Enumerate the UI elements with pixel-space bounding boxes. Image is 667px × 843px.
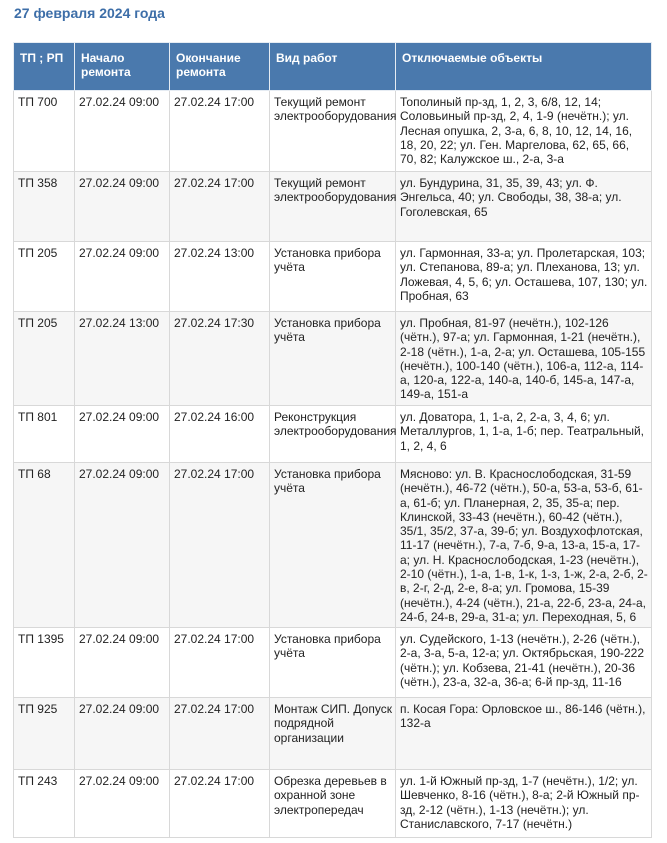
substation-cell: ТП 925 [14,698,75,770]
work-type-cell: Реконструкция электрооборудования [270,406,396,463]
substation-cell: ТП 700 [14,91,75,172]
work-type-cell: Установка прибора учёта [270,463,396,628]
column-header-end: Окончание ремонта [170,43,270,91]
work-type-cell: Текущий ремонт электрооборудования [270,172,396,242]
table-row [14,628,652,698]
work-type-cell: Установка прибора учёта [270,242,396,312]
substation-cell: ТП 358 [14,172,75,242]
column-header-objects: Отключаемые объекты [396,43,652,91]
start-time-cell: 27.02.24 09:00 [75,698,170,770]
start-time-cell: 27.02.24 09:00 [75,463,170,628]
work-type-cell: Текущий ремонт электрооборудования [270,91,396,172]
table-row [14,463,652,628]
end-time-cell: 27.02.24 17:00 [170,91,270,172]
end-time-cell: 27.02.24 13:00 [170,242,270,312]
start-time-cell: 27.02.24 09:00 [75,628,170,698]
substation-cell: ТП 801 [14,406,75,463]
table-row [14,242,652,312]
table-header [14,43,652,91]
table-row [14,91,652,172]
table-row [14,172,652,242]
objects-cell: ул. Доватора, 1, 1-а, 2, 2-а, 3, 4, 6; ул. Металлургов, 1, 1-а, 1-б; пер. Театральный, 1, 2, 4, 6 [396,406,652,463]
objects-cell: ул. 1-й Южный пр-зд, 1-7 (нечётн.), 1/2; ул. Шевченко, 8-16 (чётн.), 8-а; 2-й Южный пр-зд, 2-12 (чётн.), 1-13 (нечётн.); ул. Станиславского, 7-17 (нечётн.) [396,770,652,838]
start-time-cell: 27.02.24 09:00 [75,242,170,312]
table-row [14,770,652,838]
substation-cell: ТП 243 [14,770,75,838]
end-time-cell: 27.02.24 17:00 [170,628,270,698]
start-time-cell: 27.02.24 13:00 [75,312,170,406]
end-time-cell: 27.02.24 17:00 [170,698,270,770]
objects-cell: ул. Гармонная, 33-а; ул. Пролетарская, 103; ул. Степанова, 89-а; ул. Плеханова, 13; ул. Ложевая, 4, 5, 6; ул. Осташева, 107, 130; ул. Пробная, 63 [396,242,652,312]
start-time-cell: 27.02.24 09:00 [75,91,170,172]
table-body [14,91,652,838]
objects-cell: ул. Бундурина, 31, 35, 39, 43; ул. Ф. Энгельса, 40; ул. Свободы, 38, 38-а; ул. Гоголевская, 65 [396,172,652,242]
end-time-cell: 27.02.24 17:00 [170,172,270,242]
column-header-work-type: Вид работ [270,43,396,91]
column-header-start: Начало ремонта [75,43,170,91]
table-row [14,698,652,770]
end-time-cell: 27.02.24 17:00 [170,770,270,838]
end-time-cell: 27.02.24 17:30 [170,312,270,406]
substation-cell: ТП 1395 [14,628,75,698]
objects-cell: Мясново: ул. В. Краснослободская, 31-59 (нечётн.), 46-72 (чётн.), 50-а, 53-а, 53-б, 61-а, 61-б; ул. Планерная, 2, 35, 35-а; пер. Клинской, 33-43 (нечётн.), 60-42 (чётн.), 35/1, 35/2, 37-а, 39-б; ул. Воздухофлотская, 11-17 (нечётн.), 7-а, 7-б, 9-а, 13-а, 15-а, 17-а; ул. Н. Краснослободская, 1-23 (нечётн.), 2-10 (чётн.), 1-а, 1-в, 1-к, 1-з, 1-ж, 2-а, 2-б, 2-в, 2-г, 2-д, 2-е, 8-а; ул. Громова, 15-39 (нечётн.), 4-24 (чётн.), 21-а, 22-б, 23-а, 24-а, 24-б, 24-в, 29-а, 31-а; ул. Переходная, 5, 6 [396,463,652,628]
objects-cell: Тополиный пр-зд, 1, 2, 3, 6/8, 12, 14; Соловьиный пр-зд, 2, 4, 1-9 (нечётн.); ул. Лесная опушка, 2, 3-а, 6, 8, 10, 12, 14, 16, 18, 20, 22; ул. Ген. Маргелова, 62, 65, 66, 70, 82; Калужское ш., 2-а, 3-а [396,91,652,172]
objects-cell: ул. Пробная, 81-97 (нечётн.), 102-126 (чётн.), 97-а; ул. Гармонная, 1-21 (нечётн.), 2-18 (чётн.), 1-а, 2-а; ул. Осташева, 105-155 (нечётн.), 100-140 (чётн.), 106-а, 112-а, 114-а, 120-а, 122-а, 140-а, 140-б, 145-а, 147-а, 149-а, 151-а [396,312,652,406]
table-row [14,406,652,463]
substation-cell: ТП 205 [14,242,75,312]
start-time-cell: 27.02.24 09:00 [75,406,170,463]
table-row [14,312,652,406]
end-time-cell: 27.02.24 17:00 [170,463,270,628]
work-type-cell: Установка прибора учёта [270,628,396,698]
start-time-cell: 27.02.24 09:00 [75,172,170,242]
objects-cell: п. Косая Гора: Орловское ш., 86-146 (чётн.), 132-а [396,698,652,770]
work-type-cell: Монтаж СИП. Допуск подрядной организации [270,698,396,770]
page-heading-date: 27 февраля 2024 года [14,5,165,21]
work-type-cell: Установка прибора учёта [270,312,396,406]
outage-schedule-table [13,42,652,838]
substation-cell: ТП 205 [14,312,75,406]
table-header-row [14,43,652,91]
start-time-cell: 27.02.24 09:00 [75,770,170,838]
work-type-cell: Обрезка деревьев в охранной зоне электропередач [270,770,396,838]
objects-cell: ул. Судейского, 1-13 (нечётн.), 2-26 (чётн.), 2-а, 3-а, 5-а, 12-а; ул. Октябрьская, 190-222 (чётн.); ул. Кобзева, 21-41 (нечётн.), 20-36 (чётн.), 23-а, 32-а, 36-а; 6-й пр-зд, 11-16 [396,628,652,698]
substation-cell: ТП 68 [14,463,75,628]
end-time-cell: 27.02.24 16:00 [170,406,270,463]
column-header-substation: ТП ; РП [14,43,75,91]
